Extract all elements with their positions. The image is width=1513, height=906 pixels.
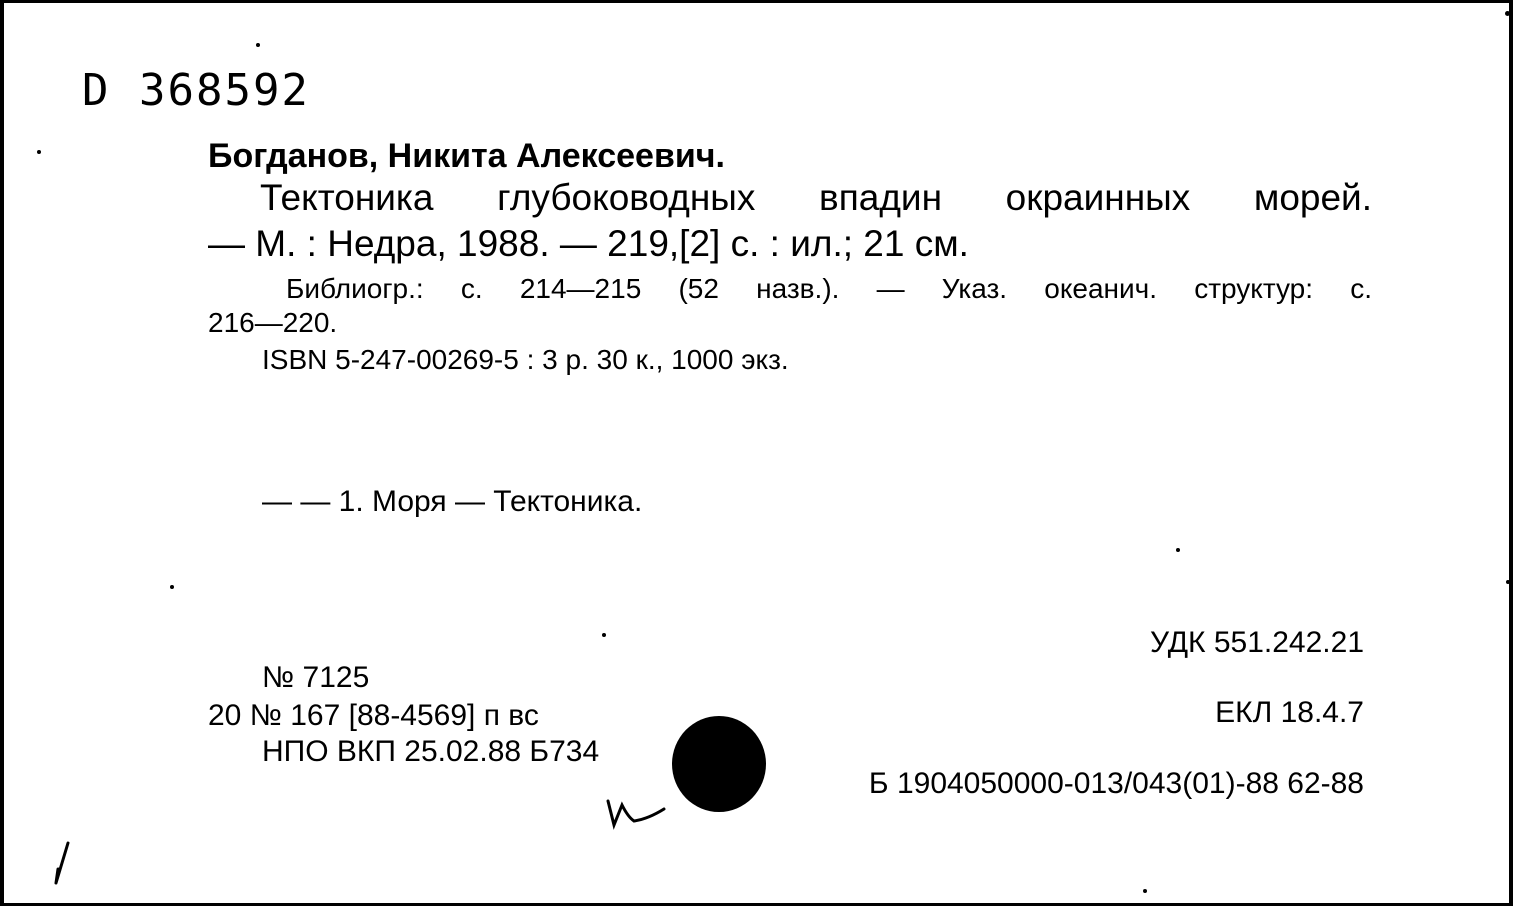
- author-heading: Богданов, Никита Алексеевич.: [208, 137, 725, 175]
- ekl-code: ЕКЛ 18.4.7: [1215, 696, 1364, 729]
- b-index-code: Б 1904050000-013/043(01)-88 62-88: [868, 767, 1364, 800]
- handwritten-tick-icon: [48, 839, 78, 889]
- punch-hole: [672, 716, 766, 812]
- scan-speck: [256, 43, 260, 47]
- scan-speck: [1143, 889, 1147, 893]
- printer-line: НПО ВКП 25.02.88 Б734: [262, 735, 600, 768]
- scan-speck: [602, 633, 606, 637]
- scan-speck: [170, 585, 174, 589]
- title-line-1: Тектоника глубоководных впадин окраинных морей.: [260, 177, 1372, 218]
- handwritten-mark-icon: [604, 795, 670, 831]
- subject-heading: — — 1. Моря — Тектоника.: [262, 485, 643, 518]
- publication-line: — М. : Недра, 1988. — 219,[2] с. : ил.; 21 см.: [208, 223, 969, 264]
- scan-speck: [1176, 548, 1180, 552]
- scan-speck: [37, 150, 41, 154]
- order-line: 20 № 167 [88-4569] п вс: [208, 699, 539, 732]
- isbn-price-line: ISBN 5-247-00269-5 : 3 р. 30 к., 1000 экз.: [262, 344, 789, 375]
- card-number: № 7125: [262, 661, 370, 694]
- bibliography-note-line-2: 216—220.: [208, 307, 338, 338]
- bibliography-note-line-1: Библиогр.: с. 214—215 (52 назв.). — Указ. океанич. структур: с.: [286, 273, 1372, 304]
- scan-speck: [1505, 11, 1510, 16]
- call-number: D 368592: [82, 65, 310, 116]
- scan-speck: [1506, 580, 1510, 584]
- udk-code: УДК 551.242.21: [1150, 626, 1364, 659]
